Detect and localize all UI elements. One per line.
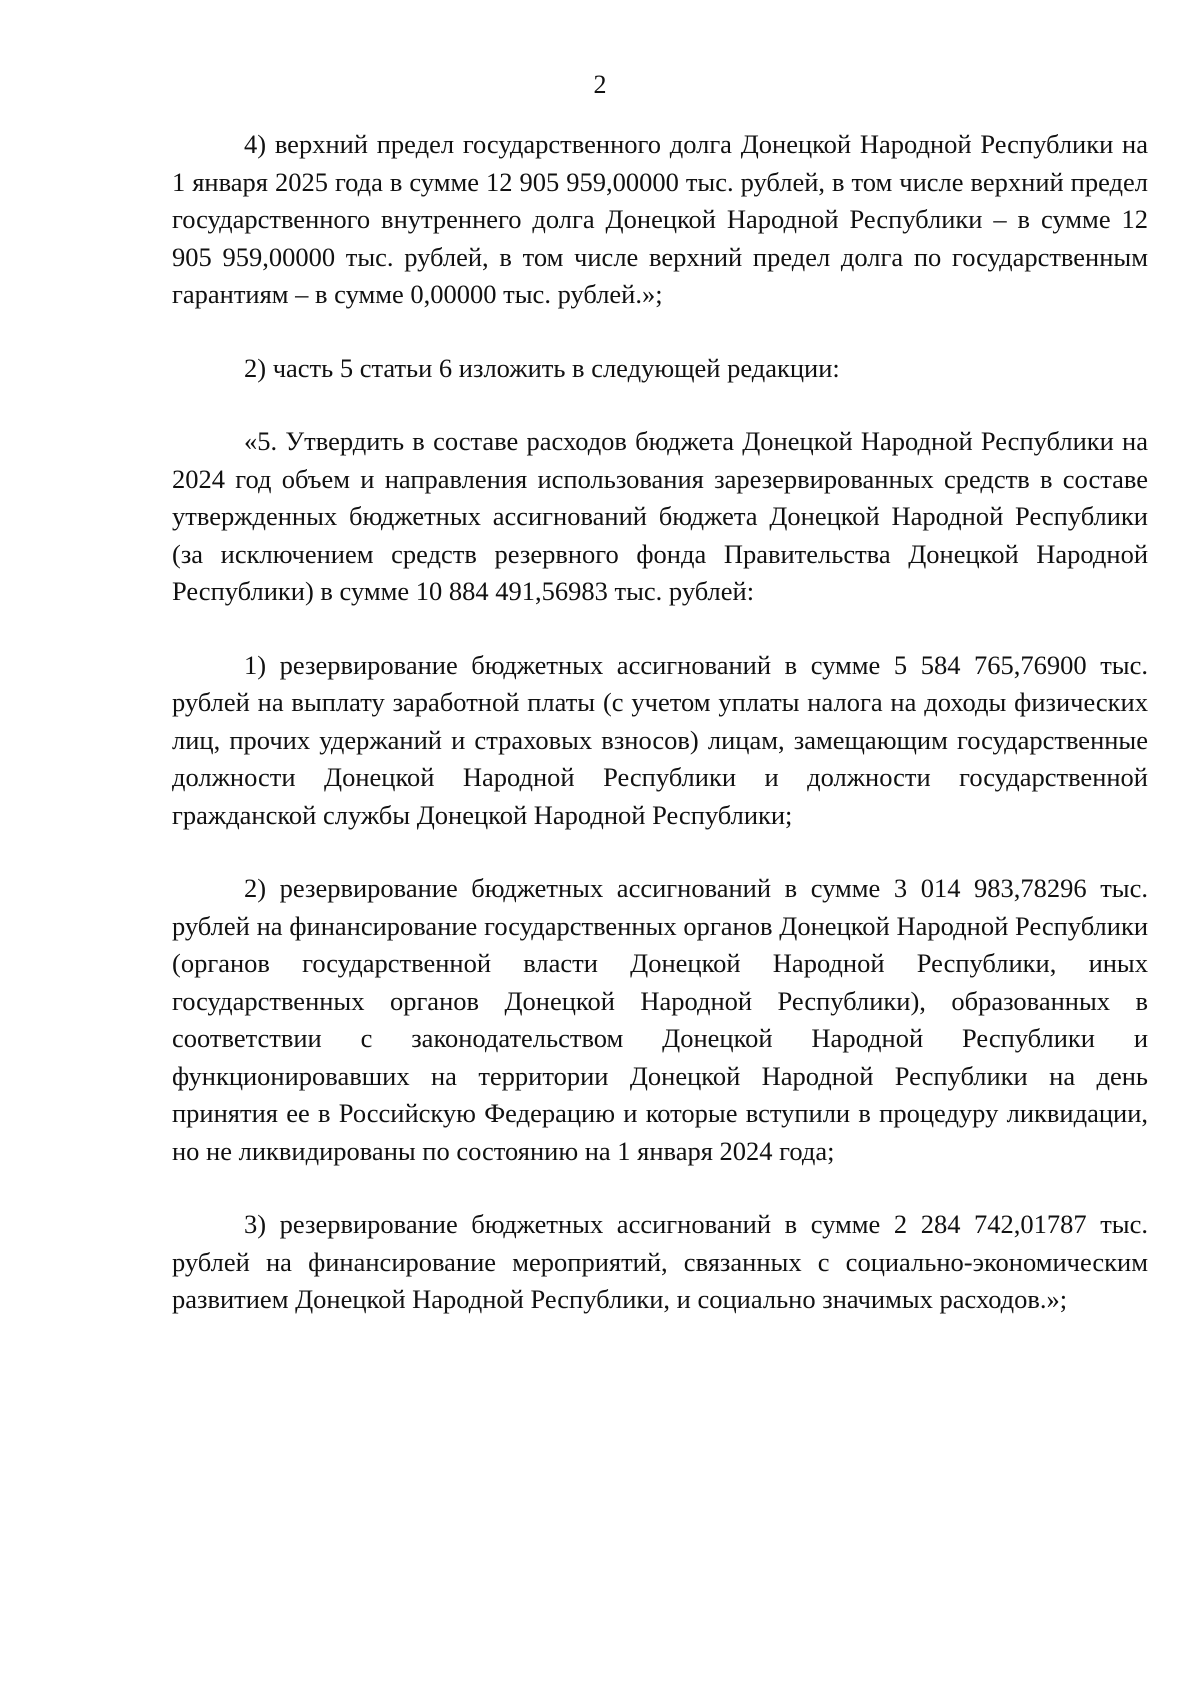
page-number: 2 (593, 70, 607, 99)
paragraph-item-1: 1) резервирование бюджетных ассигнований в сумме 5 584 765,76900 тыс. рублей на выплату заработной платы (с учетом уплаты налога на доходы физических лиц, прочих удержаний и страховых взносов) лицам, замещающим государственные должности Донецкой Народной Республики и должности государственной гражданской службы Донецкой Народной Республики; (172, 649, 1148, 830)
paragraph-amendment-intro: 2) часть 5 статьи 6 изложить в следующей редакции: (244, 352, 840, 383)
paragraph-item-2: 2) резервирование бюджетных ассигнований в сумме 3 014 983,78296 тыс. рублей на финансирование государственных органов Донецкой Народной Республики (органов государственной власти Донецкой Народной Республики, иных государственных органов Донецкой Народной Республики), образованных в соответствии с законодательством Донецкой Народной Республики и функционировавших на территории Донецкой Народной Республики на день принятия ее в Российскую Федерацию и которые вступили в процедуру ликвидации, но не ликвидированы по состоянию на 1 января 2024 года; (172, 873, 1148, 1166)
paragraph-reserved-funds: «5. Утвердить в составе расходов бюджета Донецкой Народной Республики на 2024 год объем и направления использования зарезервированных средств в составе утвержденных бюджетных ассигнований бюджета Донецкой Народной Республики (за исключением средств резервного фонда Правительства Донецкой Народной Республики) в сумме 10 884 491,56983 тыс. рублей: (172, 426, 1148, 606)
paragraph-item-3: 3) резервирование бюджетных ассигнований в сумме 2 284 742,01787 тыс. рублей на финансирование мероприятий, связанных с социально-экономическим развитием Донецкой Народной Республики, и социально значимых расходов.»; (172, 1209, 1148, 1314)
document-body (172, 126, 1148, 1319)
paragraph-debt-limit: 4) верхний предел государственного долга Донецкой Народной Республики на 1 января 2025 года в сумме 12 905 959,00000 тыс. рублей, в том числе верхний предел государственного внутреннего долга Донецкой Народной Республики – в сумме 12 905 959,00000 тыс. рублей, в том числе верхний предел долга по государственным гарантиям – в сумме 0,00000 тыс. рублей.»; (172, 129, 1148, 309)
